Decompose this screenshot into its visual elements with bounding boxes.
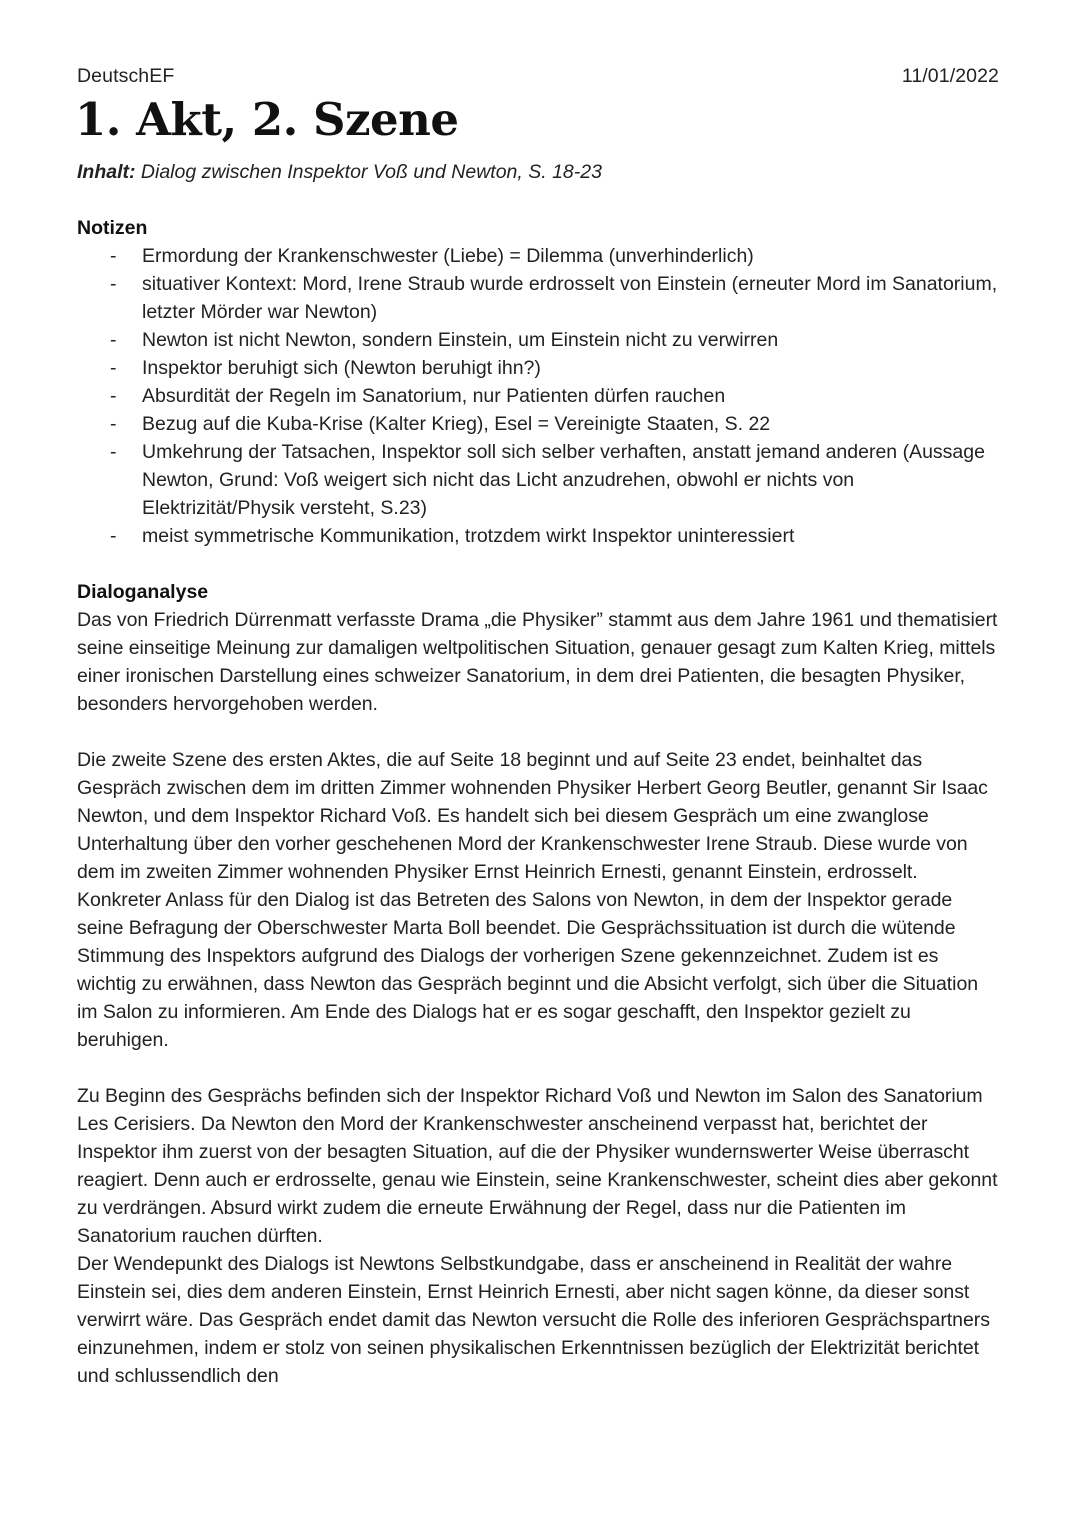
note-text: Bezug auf die Kuba-Krise (Kalter Krieg), Esel = Vereinigte Staaten, S. 22 — [142, 413, 771, 435]
dash-bullet-icon: - — [110, 245, 117, 267]
dash-bullet-icon: - — [110, 329, 117, 351]
dash-bullet-icon: - — [110, 441, 117, 463]
date-label: 11/01/2022 — [901, 65, 999, 87]
dash-bullet-icon: - — [110, 357, 117, 379]
dash-bullet-icon: - — [110, 385, 117, 407]
list-item — [77, 354, 999, 382]
notes-heading: Notizen — [77, 217, 148, 239]
subject-label: DeutschEF — [77, 65, 175, 87]
document-header — [77, 62, 999, 90]
page-title: 1. Akt, 2. Szene — [75, 93, 459, 146]
analysis-paragraph-turning-point: Der Wendepunkt des Dialogs ist Newtons Selbstkundgabe, dass er anscheinend in Realität der wahre Einstein sei, dies dem anderen Einstein, Ernst Heinrich Ernesti, aber nicht sagen könne, da dieser sonst verwirrt wäre. Das Gespräch endet damit das Newton versucht die Rolle des inferioren Gesprächspartners einzunehmen, indem er stolz von seinen physikalischen Erkenntnissen bezüglich der Elektrizität berichtet und schlussendlich den — [77, 1253, 990, 1387]
list-item — [77, 410, 999, 438]
analysis-heading: Dialoganalyse — [77, 581, 209, 603]
list-item — [77, 270, 999, 326]
content-summary — [77, 158, 999, 186]
analysis-paragraph-beginning: Zu Beginn des Gesprächs befinden sich der Inspektor Richard Voß und Newton im Salon des Sanatorium Les Cerisiers. Da Newton den Mord der Krankenschwester anscheinend verpasst hat, berichtet der Inspektor ihm zuerst von der besagten Situation, auf die der Physiker wundernswerter Weise überrascht reagiert. Denn auch er erdrosselte, genau wie Einstein, seine Krankenschwester, scheint dies aber gekonnt zu verdrängen. Absurd wirkt zudem die erneute Erwähnung der Regel, dass nur die Patienten im Sanatorium rauchen dürften. — [77, 1085, 998, 1247]
document-page — [77, 62, 999, 1390]
note-text: Umkehrung der Tatsachen, Inspektor soll sich selber verhaften, anstatt jemand anderen (Aussage Newton, Grund: Voß weigert sich nicht das Licht anzudrehen, obwohl er nichts von Elektrizität/Physik versteht, S.23) — [142, 441, 985, 519]
note-text: Ermordung der Krankenschwester (Liebe) = Dilemma (unverhinderlich) — [142, 245, 754, 267]
note-text: situativer Kontext: Mord, Irene Straub wurde erdrosselt von Einstein (erneuter Mord im Sanatorium, letzter Mörder war Newton) — [142, 273, 998, 323]
analysis-paragraph-intro: Das von Friedrich Dürrenmatt verfasste Drama „die Physiker” stammt aus dem Jahre 1961 und thematisiert seine einseitige Meinung zur damaligen weltpolitischen Situation, genauer gesagt zum Kalten Krieg, mittels einer ironischen Darstellung eines schweizer Sanatorium, in dem drei Patienten, die besagten Physiker, besonders hervorgehoben werden. — [77, 609, 998, 715]
notes-list — [77, 242, 999, 550]
list-item — [77, 522, 999, 550]
note-text: meist symmetrische Kommunikation, trotzdem wirkt Inspektor uninteressiert — [142, 525, 795, 547]
dash-bullet-icon: - — [110, 273, 117, 295]
list-item — [77, 326, 999, 354]
list-item — [77, 382, 999, 410]
dash-bullet-icon: - — [110, 413, 117, 435]
analysis-paragraph-scene: Die zweite Szene des ersten Aktes, die auf Seite 18 beginnt und auf Seite 23 endet, beinhaltet das Gespräch zwischen dem im dritten Zimmer wohnenden Physiker Herbert Georg Beutler, genannt Sir Isaac Newton, und dem Inspektor Richard Voß. Es handelt sich bei diesem Gespräch um eine zwanglose Unterhaltung über den vorher geschehenen Mord der Krankenschwester Irene Straub. Diese wurde von dem im zweiten Zimmer wohnenden Physiker Ernst Heinrich Ernesti, genannt Einstein, erdrosselt. Konkreter Anlass für den Dialog ist das Betreten des Salons von Newton, in dem der Inspektor gerade seine Befragung der Oberschwester Marta Boll beendet. Die Gesprächssituation ist durch die wütende Stimmung des Inspektors aufgrund des Dialogs der vorherigen Szene gekennzeichnet. Zudem ist es wichtig zu erwähnen, dass Newton das Gespräch beginnt und die Absicht verfolgt, sich über die Situation im Salon zu informieren. Am Ende des Dialogs hat er es sogar geschafft, den Inspektor gezielt zu beruhigen. — [77, 749, 988, 1051]
note-text: Inspektor beruhigt sich (Newton beruhigt ihn?) — [142, 357, 541, 379]
note-text: Absurdität der Regeln im Sanatorium, nur Patienten dürfen rauchen — [142, 385, 726, 407]
note-text: Newton ist nicht Newton, sondern Einstein, um Einstein nicht zu verwirren — [142, 329, 779, 351]
dash-bullet-icon: - — [110, 525, 117, 547]
list-item — [77, 438, 999, 522]
content-summary-text: Dialog zwischen Inspektor Voß und Newton, S. 18-23 — [135, 161, 602, 183]
content-summary-label: Inhalt: — [77, 161, 136, 183]
list-item — [77, 242, 999, 270]
